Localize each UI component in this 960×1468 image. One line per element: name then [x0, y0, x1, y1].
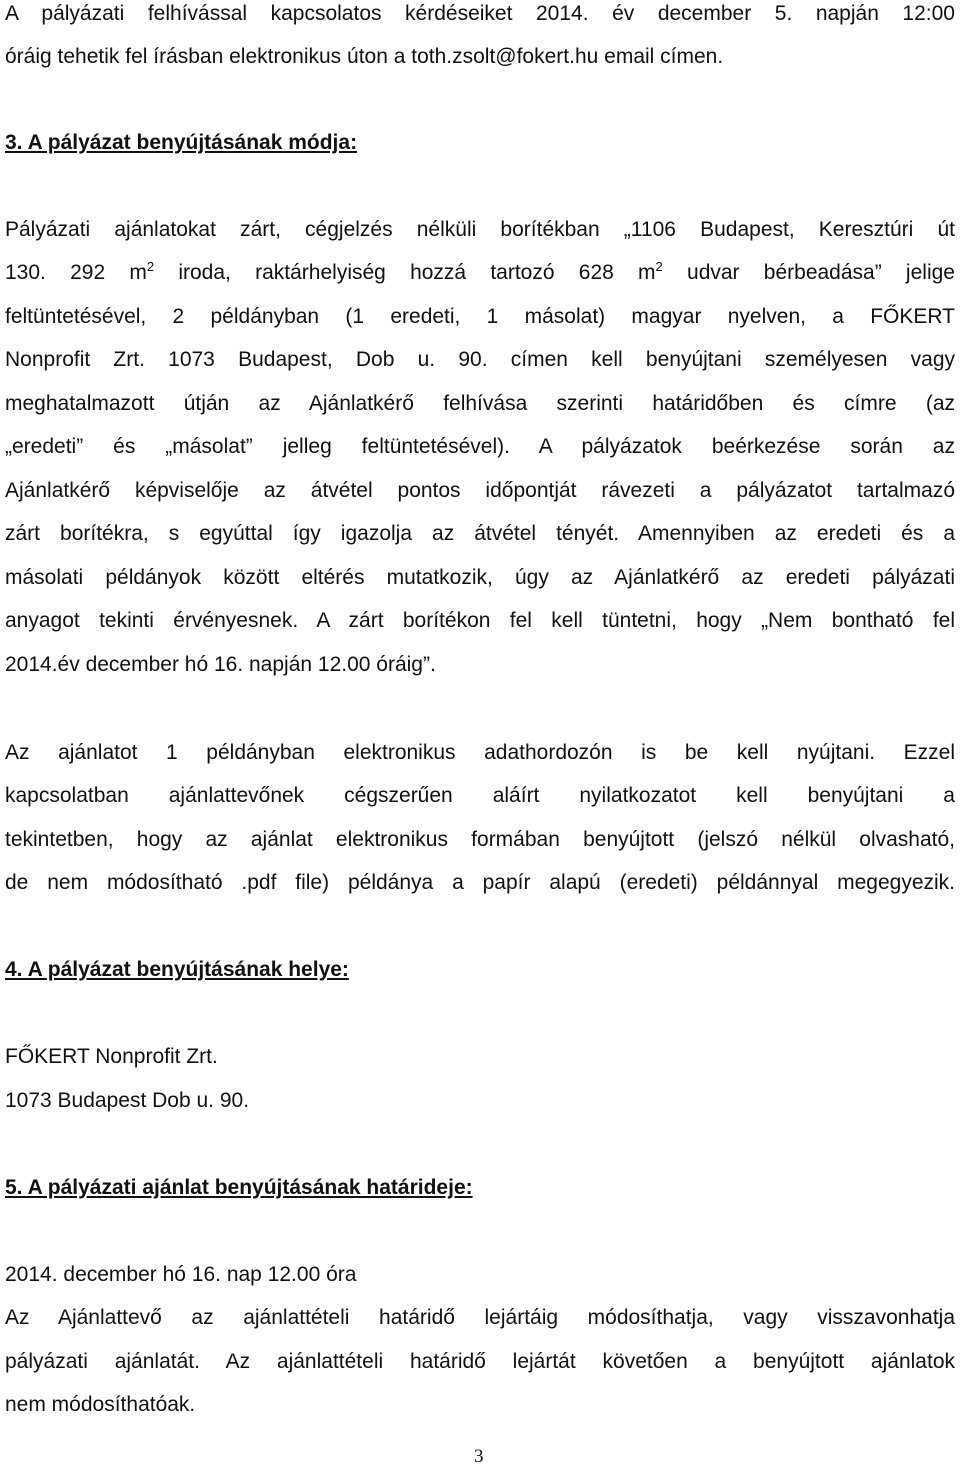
section-3-p1-line-1: Pályázati ajánlatokat zárt, cégjelzés nélküli borítékban „1106 Budapest, Keresztúri út: [5, 218, 955, 241]
superscript-2: 2: [655, 259, 663, 274]
section-3-p1-line-6: „eredeti” és „másolat” jelleg feltüntetésével). A pályázatok beérkezése során az: [5, 435, 955, 458]
section-5-heading: 5. A pályázati ajánlat benyújtásának határideje:: [5, 1176, 473, 1199]
section-3-heading: 3. A pályázat benyújtásának módja:: [5, 131, 358, 154]
section-3-p1-line-3: feltüntetésével, 2 példányban (1 eredeti, 1 másolat) magyar nyelven, a FŐKERT: [5, 305, 955, 328]
section-4-heading: 4. A pályázat benyújtásának helye:: [5, 958, 349, 981]
section-3-p1-line-5: meghatalmazott útján az Ajánlatkérő felhívása szerinti határidőben és címre (az: [5, 392, 955, 415]
section-3-p1-line-2: 130. 292 $m^2$ iroda, raktárhelyiség hozzá tartozó 628 $m^2$ udvar bérbeadása” jelige: [5, 259, 955, 284]
section-3-p1-line-10: anyagot tekinti érvényesnek. A zárt borítékon fel kell tüntetni, hogy „Nem bontható fel: [5, 609, 955, 632]
section-3-p2-line-4: de nem módosítható .pdf file) példánya a papír alapú (eredeti) példánnyal megegyezik.: [5, 871, 955, 894]
section-5-note-line-2: pályázati ajánlatát. Az ajánlattételi határidő lejártát követően a benyújtott ajánlatok: [5, 1350, 955, 1373]
section-3-p1-line-7: Ajánlatkérő képviselője az átvétel pontos időpontját rávezeti a pályázatot tartalmazó: [5, 479, 955, 502]
intro-line-2: óráig tehetik fel írásban elektronikus úton a toth.zsolt@fokert.hu email címen.: [5, 45, 724, 68]
page-number: 3: [474, 1446, 484, 1467]
section-3-p1-line-4: Nonprofit Zrt. 1073 Budapest, Dob u. 90. címen kell benyújtani személyesen vagy: [5, 348, 955, 371]
section-3-p2-line-1: Az ajánlatot 1 példányban elektronikus adathordozón is be kell nyújtani. Ezzel: [5, 741, 955, 764]
section-3-p1-line-9: másolati példányok között eltérés mutatkozik, úgy az Ajánlatkérő az eredeti pályázati: [5, 566, 955, 589]
section-3-p2-line-2: kapcsolatban ajánlattevőnek cégszerűen aláírt nyilatkozatot kell benyújtani a: [5, 784, 955, 807]
section-3-p1-line-8: zárt borítékra, s egyúttal így igazolja az átvétel tényét. Amennyiben az eredeti és a: [5, 522, 955, 545]
section-3-p1-line-11: 2014.év december hó 16. napján 12.00 óráig”.: [5, 653, 436, 676]
section-4-org: FŐKERT Nonprofit Zrt.: [5, 1045, 218, 1068]
section-5-note-line-1: Az Ajánlattevő az ajánlattételi határidő lejártáig módosíthatja, vagy visszavonhatja: [5, 1306, 955, 1329]
intro-line-1: A pályázati felhívással kapcsolatos kérdéseiket 2014. év december 5. napján 12:00: [5, 2, 955, 25]
section-3-p2-line-3: tekintetben, hogy az ajánlat elektronikus formában benyújtott (jelszó nélkül olvasható,: [5, 828, 955, 851]
section-5-deadline: 2014. december hó 16. nap 12.00 óra: [5, 1263, 357, 1286]
superscript-2: 2: [146, 259, 155, 274]
section-4-address: 1073 Budapest Dob u. 90.: [5, 1089, 250, 1112]
section-5-note-line-3: nem módosíthatóak.: [5, 1393, 196, 1416]
